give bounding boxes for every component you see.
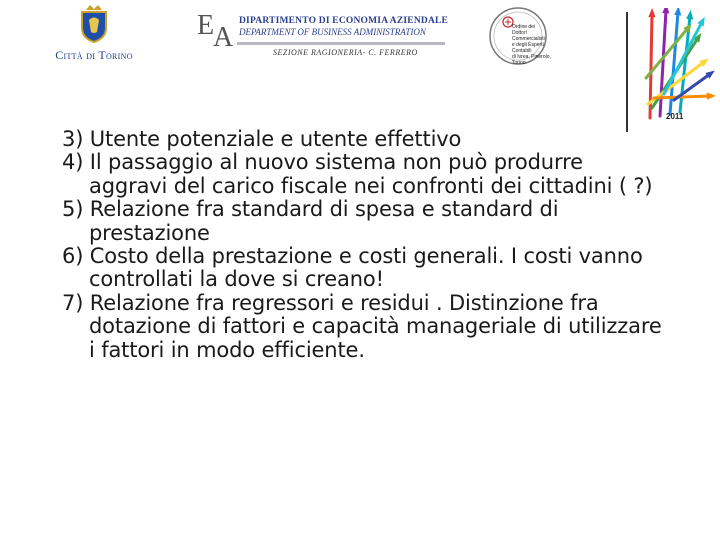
torino-logo-text: Città di Torino: [55, 48, 133, 62]
arrow-head-icon: [686, 10, 693, 20]
department-logo-rule: [237, 42, 445, 45]
list-item: 5) Relazione fra standard di spesa e standard di prestazione: [62, 197, 559, 245]
arrow-head-icon: [697, 17, 704, 27]
list-item: 6) Costo della prestazione e costi generali. I costi vanno controllati la dove si creano!: [62, 244, 643, 292]
arrow-head-icon: [707, 93, 716, 100]
list-item: 7) Relazione fra regressori e residui . Distinzione fra dotazione di fattori e capacità manageriale di utilizzare i fattori in modo efficiente.: [62, 290, 662, 362]
list-item: 4) Il passaggio al nuovo sistema non può produrre aggravi del carico fiscale nei confronti dei cittadini ( ?): [62, 150, 653, 198]
header-divider: [626, 12, 628, 132]
department-logo: [195, 12, 455, 72]
citta-di-torino-logo: [44, 4, 144, 68]
ordine-commercialisti-logo: [488, 6, 551, 66]
department-section: SEZIONE RAGIONERIA- C. FERRERO: [273, 48, 418, 57]
ordine-logo-line: di Ivrea, Pinerolo, Torino: [512, 54, 551, 66]
ordine-logo-line: Dottori Commercialisti: [512, 30, 545, 42]
torino-crest-icon: [76, 4, 112, 44]
ea-letter-a: A: [213, 22, 234, 53]
ordine-logo-line: Ordine dei: [512, 24, 536, 30]
arrow-shaft: [660, 10, 666, 116]
department-name-italian: DIPARTIMENTO DI ECONOMIA AZIENDALE: [239, 16, 449, 26]
department-name-english: DEPARTMENT OF BUSINESS ADMINISTRATION: [239, 27, 426, 37]
ordine-logo-text: [512, 24, 552, 66]
list-item: 3) Utente potenziale e utente effettivo: [62, 127, 462, 151]
department-name: [239, 16, 449, 37]
ea-monogram: [195, 12, 235, 54]
arrow-head-icon: [662, 8, 669, 13]
slide-header: [0, 0, 720, 120]
ordine-logo-line: e degli Esperti Contabili: [512, 42, 544, 54]
arrow-head-icon: [674, 8, 681, 15]
slide-body: [62, 128, 662, 362]
event-year: 2011: [666, 112, 684, 121]
arrow-shaft: [654, 96, 710, 98]
ea-letter-e: E: [197, 10, 215, 41]
arrow-head-icon: [648, 8, 655, 17]
